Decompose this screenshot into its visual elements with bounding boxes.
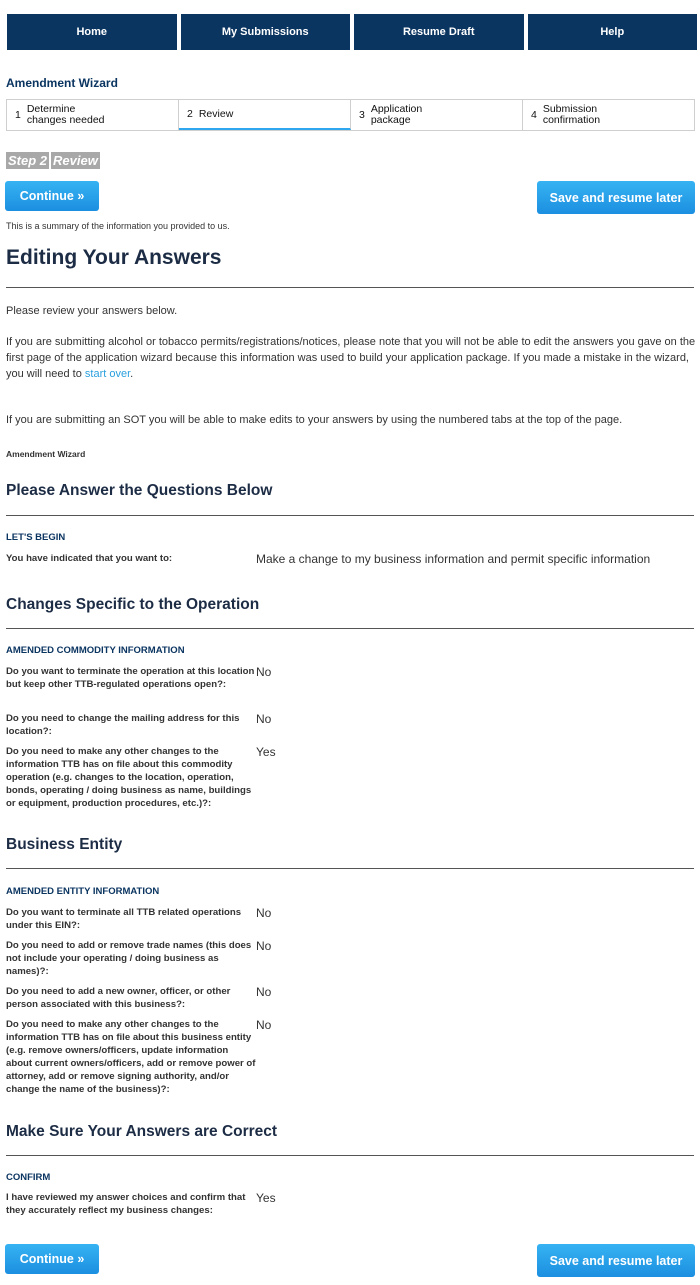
step-label: Submission confirmation [542, 103, 601, 126]
divider [6, 287, 694, 288]
answer-value: No [256, 712, 272, 726]
step-heading [6, 152, 100, 169]
continue-button-top[interactable]: Continue » [5, 181, 99, 211]
section-heading-confirm: Make Sure Your Answers are Correct [6, 1123, 278, 1140]
answer-value: No [256, 1018, 272, 1032]
question-label: Do you need to add a new owner, officer, or other person associated with this business?: [6, 986, 231, 1010]
section-heading-questions: Please Answer the Questions Below [6, 482, 273, 499]
edit-notice-text: If you are submitting alcohol or tobacco permits/registrations/notices, please note that you will not be able to edit the answers you gave on the first page of the application wizard because this information was used to build your application package. If you made a mistake in the wizard, you will need to [6, 336, 696, 380]
top-nav [7, 14, 697, 50]
edit-notice-suffix: . [130, 368, 134, 380]
section-label-commodity: AMENDED COMMODITY INFORMATION [6, 645, 185, 656]
step-tab-1[interactable] [7, 100, 179, 130]
step-heading-title: Review [53, 153, 98, 168]
answer-value: No [256, 985, 272, 999]
step-tab-2[interactable] [179, 100, 351, 130]
answer-value: No [256, 906, 272, 920]
wizard-label: Amendment Wizard [6, 449, 86, 459]
step-label: Application package [370, 103, 423, 126]
continue-button-bottom[interactable]: Continue » [5, 1244, 99, 1274]
step-label: Review [198, 107, 234, 120]
question-label: I have reviewed my answer choices and confirm that they accurately reflect my business changes: [6, 1192, 246, 1216]
question-label: Do you need to make any other changes to the information TTB has on file about this commodity operation (e.g. changes to the location, operation, bonds, operating / doing business as name, buildings or equipment, production procedures, etc.)?: [6, 746, 252, 809]
answer-value: Make a change to my business information and permit specific information [256, 552, 651, 566]
wizard-title: Amendment Wizard [6, 76, 118, 90]
step-tab-4[interactable] [523, 100, 694, 130]
question-label: Do you need to make any other changes to the information TTB has on file about this business entity (e.g. remove owners/officers, update information about current owners/officers, add or remove power of attorney, add or remove signing authority, and/or change the name of the business)?: [6, 1019, 256, 1095]
step-heading-number: Step 2 [8, 153, 48, 168]
question-label: Do you want to terminate the operation at this location but keep other TTB-regulated operations open?: [6, 666, 255, 690]
answer-value: No [256, 939, 272, 953]
save-resume-button-top[interactable]: Save and resume later [537, 181, 695, 214]
intro-paragraph: Please review your answers below. [6, 305, 178, 317]
question-label: You have indicated that you want to: [6, 553, 173, 564]
question-label: Do you need to add or remove trade names (this does not include your operating / doing business as names)?: [6, 940, 252, 977]
question-label: Do you need to change the mailing address for this location?: [6, 713, 240, 737]
edit-notice-paragraph [6, 334, 696, 382]
sot-paragraph: If you are submitting an SOT you will be able to make edits to your answers by using the numbered tabs at the top of the page. [6, 414, 623, 426]
step-label: Determine changes needed [26, 103, 105, 126]
section-label-lets-begin: LET'S BEGIN [6, 532, 66, 543]
divider [6, 1155, 694, 1156]
section-heading-entity: Business Entity [6, 836, 123, 853]
page-title: Editing Your Answers [6, 246, 222, 269]
nav-resume-draft[interactable]: Resume Draft [354, 14, 524, 50]
answer-value: No [256, 665, 272, 679]
section-label-confirm: CONFIRM [6, 1172, 51, 1183]
nav-help[interactable]: Help [528, 14, 698, 50]
start-over-link[interactable]: start over [84, 368, 131, 380]
summary-text: This is a summary of the information you provided to us. [6, 221, 230, 231]
step-number: 2 [187, 107, 193, 120]
question-label: Do you want to terminate all TTB related operations under this EIN?: [6, 907, 242, 931]
step-number: 3 [359, 108, 365, 121]
nav-home[interactable]: Home [7, 14, 177, 50]
wizard-steps [6, 99, 695, 131]
step-number: 1 [15, 108, 21, 121]
step-tab-3[interactable] [351, 100, 523, 130]
save-resume-button-bottom[interactable]: Save and resume later [537, 1244, 695, 1277]
divider [6, 515, 694, 516]
answer-value: Yes [256, 1191, 276, 1205]
nav-my-submissions[interactable]: My Submissions [181, 14, 351, 50]
section-label-entity: AMENDED ENTITY INFORMATION [6, 886, 160, 897]
answer-value: Yes [256, 745, 276, 759]
step-number: 4 [531, 108, 537, 121]
divider [6, 868, 694, 869]
section-heading-operation: Changes Specific to the Operation [6, 596, 260, 613]
divider [6, 628, 694, 629]
